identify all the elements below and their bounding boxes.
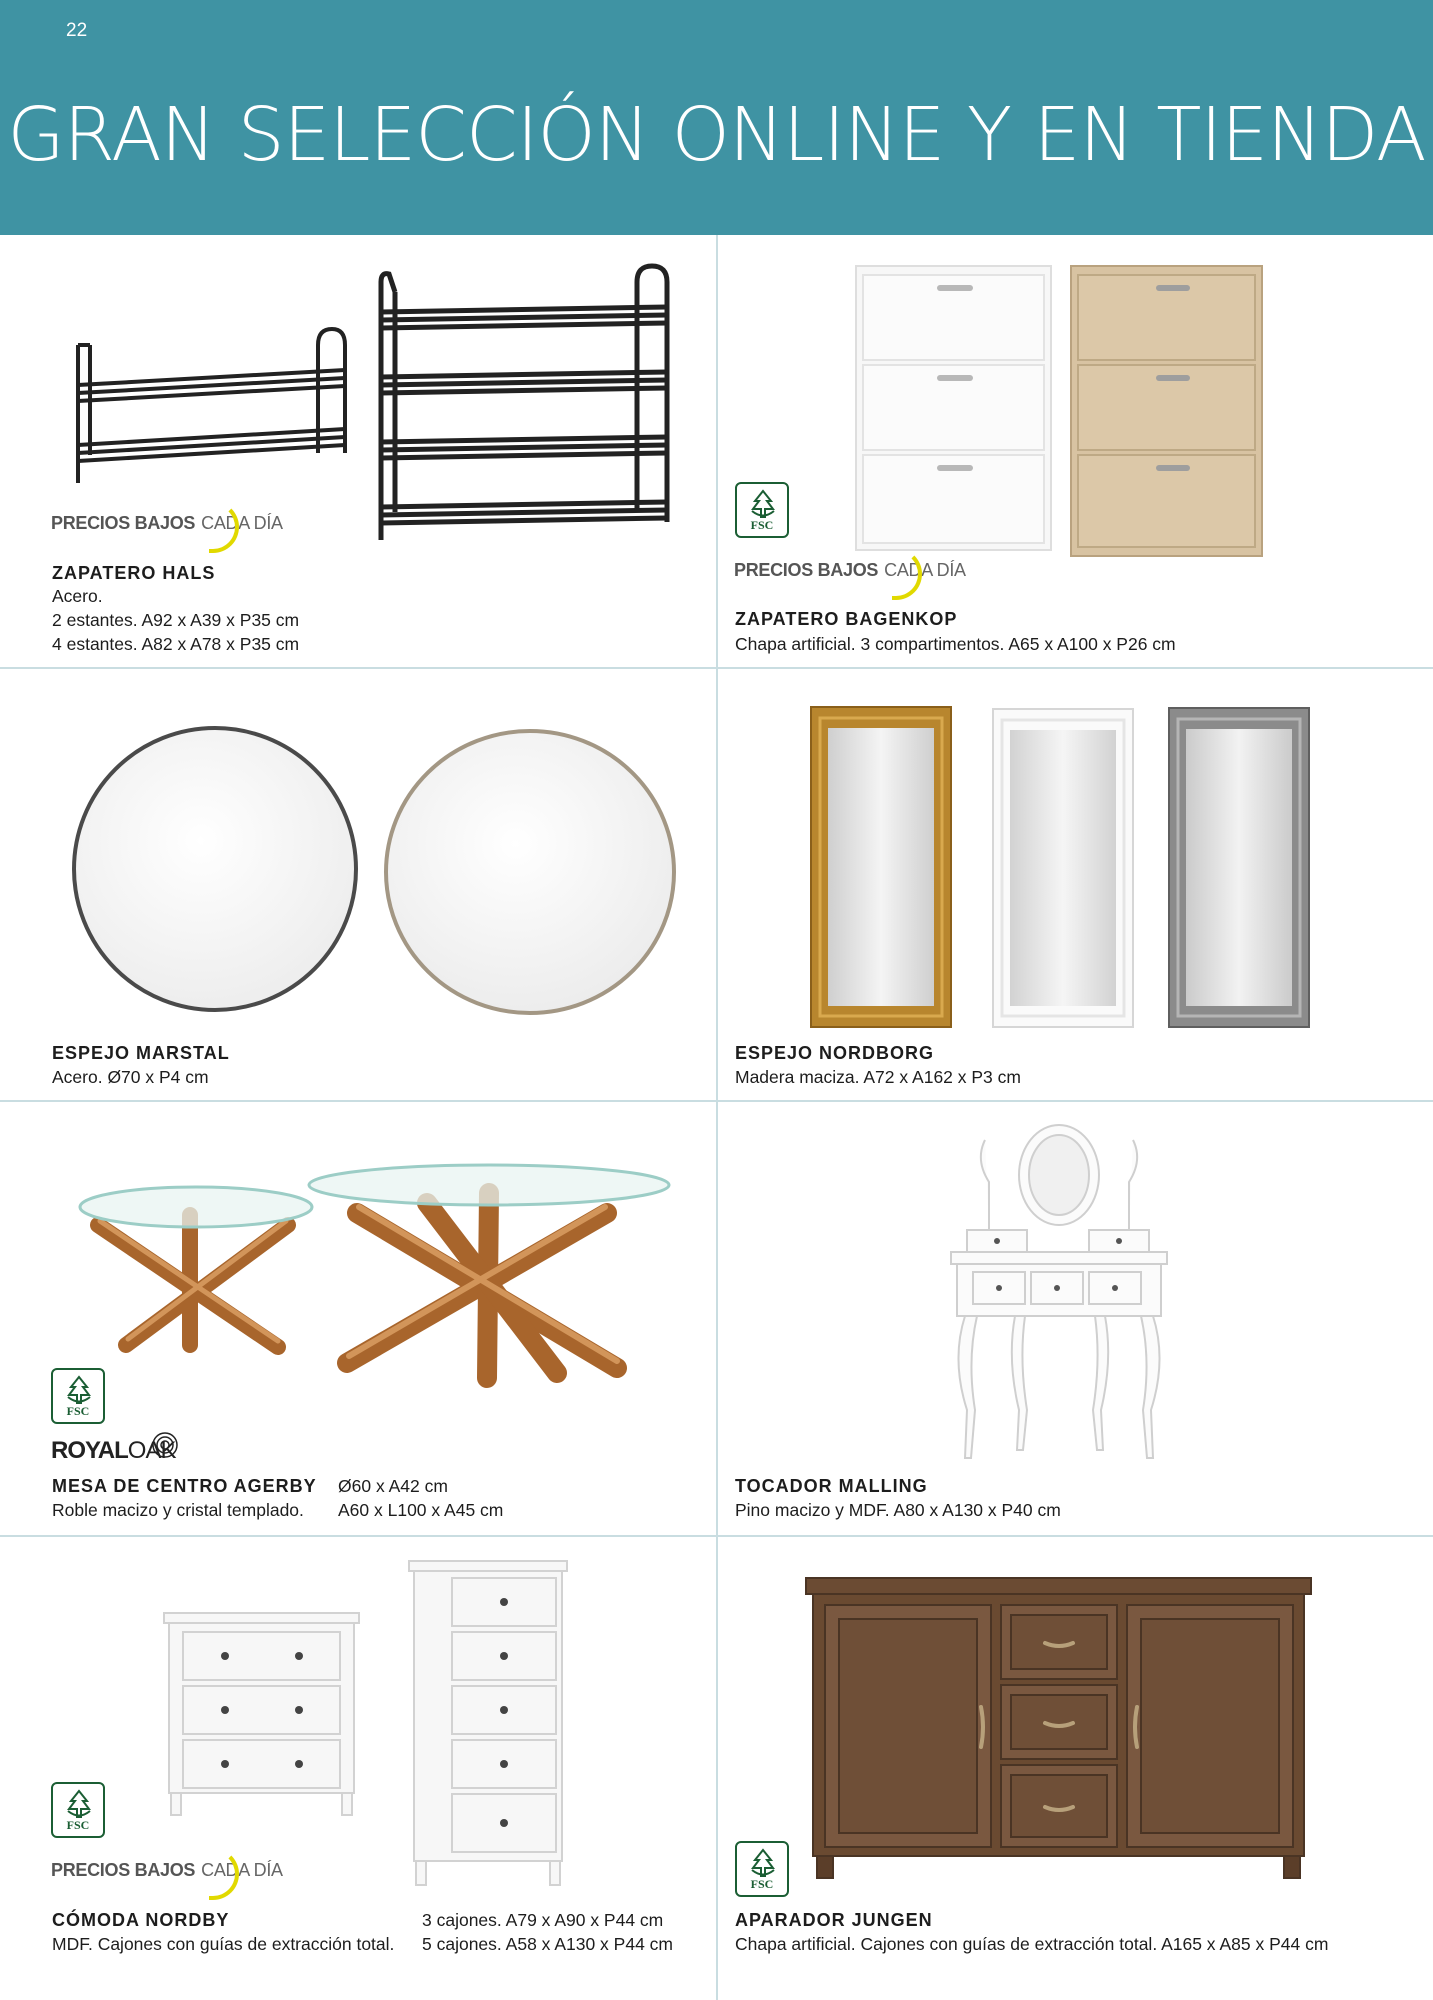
precios-bajos-badge (734, 560, 966, 581)
product-description: Acero. 2 estantes. A92 x A39 x P35 cm 4 estantes. A82 x A78 x P35 cm (52, 586, 300, 654)
grid-divider-row-2 (0, 1100, 1433, 1102)
chest-3-drawers-image (163, 1612, 360, 1816)
page-number: 22 (66, 20, 88, 41)
product-name: CÓMODA NORDBY (52, 1910, 230, 1930)
sideboard-image (805, 1577, 1312, 1880)
precios-bajos-badge (51, 513, 283, 534)
fsc-label: FSC (750, 518, 774, 532)
white-shoe-cabinet-image (855, 265, 1052, 551)
grid-divider-vertical (716, 235, 718, 2000)
product-description: Madera maciza. A72 x A162 x P3 cm (735, 1067, 1021, 1087)
product-description: MDF. Cajones con guías de extracción total. (52, 1934, 395, 1954)
cada-dia-text: CADA DÍA (201, 1860, 283, 1880)
oak-shoe-cabinet-image (1070, 265, 1263, 557)
precios-bajos-text: PRECIOS BAJOS (51, 513, 196, 533)
white-frame-mirror-image (992, 708, 1134, 1028)
small-coffee-table-image (78, 1185, 314, 1360)
product-name: ZAPATERO HALS (52, 563, 216, 583)
product-name: ESPEJO NORDBORG (735, 1043, 935, 1063)
product-description: Acero. Ø70 x P4 cm (52, 1067, 209, 1087)
royal-oak-logo-oak: OAK (127, 1437, 176, 1464)
shoe-rack-4-shelves-image (375, 262, 675, 542)
royal-oak-swirl-icon (150, 1430, 180, 1460)
product-description: Roble macizo y cristal templado. (52, 1500, 304, 1520)
fsc-label: FSC (750, 1877, 774, 1891)
fsc-badge (51, 1368, 105, 1424)
product-sizes: Ø60 x A42 cm A60 x L100 x A45 cm (338, 1476, 504, 1520)
round-mirror-image-1 (70, 724, 360, 1014)
royal-oak-logo-royal: ROYAL (51, 1437, 128, 1464)
large-coffee-table-image (307, 1163, 672, 1388)
precios-bajos-text: PRECIOS BAJOS (51, 1860, 196, 1880)
product-sizes: 3 cajones. A79 x A90 x P44 cm 5 cajones. A58 x A130 x P44 cm (422, 1910, 673, 1954)
silver-frame-mirror-image (1168, 707, 1310, 1028)
precios-bajos-badge (51, 1860, 283, 1881)
cada-dia-text: CADA DÍA (884, 560, 966, 580)
fsc-tree-icon (65, 1789, 93, 1819)
product-name: ESPEJO MARSTAL (52, 1043, 230, 1063)
fsc-tree-icon (65, 1375, 93, 1405)
page-title: GRAN SELECCIÓN ONLINE Y EN TIENDA (7, 92, 1426, 178)
fsc-badge (735, 482, 789, 538)
product-name: ZAPATERO BAGENKOP (735, 609, 958, 629)
round-mirror-image-2 (383, 727, 677, 1017)
product-description: Chapa artificial. 3 compartimentos. A65 x A100 x P26 cm (735, 634, 1176, 654)
fsc-badge (51, 1782, 105, 1838)
chest-5-drawers-image (408, 1560, 568, 1886)
gold-frame-mirror-image (810, 706, 952, 1028)
precios-bajos-arc-icon (892, 548, 922, 600)
fsc-tree-icon (749, 1848, 777, 1878)
precios-bajos-arc-icon (209, 1848, 239, 1900)
fsc-badge (735, 1841, 789, 1897)
shoe-rack-2-shelves-image (70, 325, 350, 485)
fsc-tree-icon (749, 489, 777, 519)
precios-bajos-text: PRECIOS BAJOS (734, 560, 879, 580)
grid-divider-row-1 (0, 667, 1433, 669)
header-banner (0, 0, 1433, 235)
product-description: Chapa artificial. Cajones con guías de extracción total. A165 x A85 x P44 cm (735, 1934, 1329, 1954)
product-name: TOCADOR MALLING (735, 1476, 928, 1496)
precios-bajos-arc-icon (209, 501, 239, 553)
dressing-table-image (945, 1120, 1170, 1460)
product-description: Pino macizo y MDF. A80 x A130 x P40 cm (735, 1500, 1061, 1520)
grid-divider-row-3 (0, 1535, 1433, 1537)
product-name: MESA DE CENTRO AGERBY (52, 1476, 317, 1496)
fsc-label: FSC (66, 1818, 90, 1832)
fsc-label: FSC (66, 1404, 90, 1418)
cada-dia-text: CADA DÍA (201, 513, 283, 533)
product-name: APARADOR JUNGEN (735, 1910, 933, 1930)
